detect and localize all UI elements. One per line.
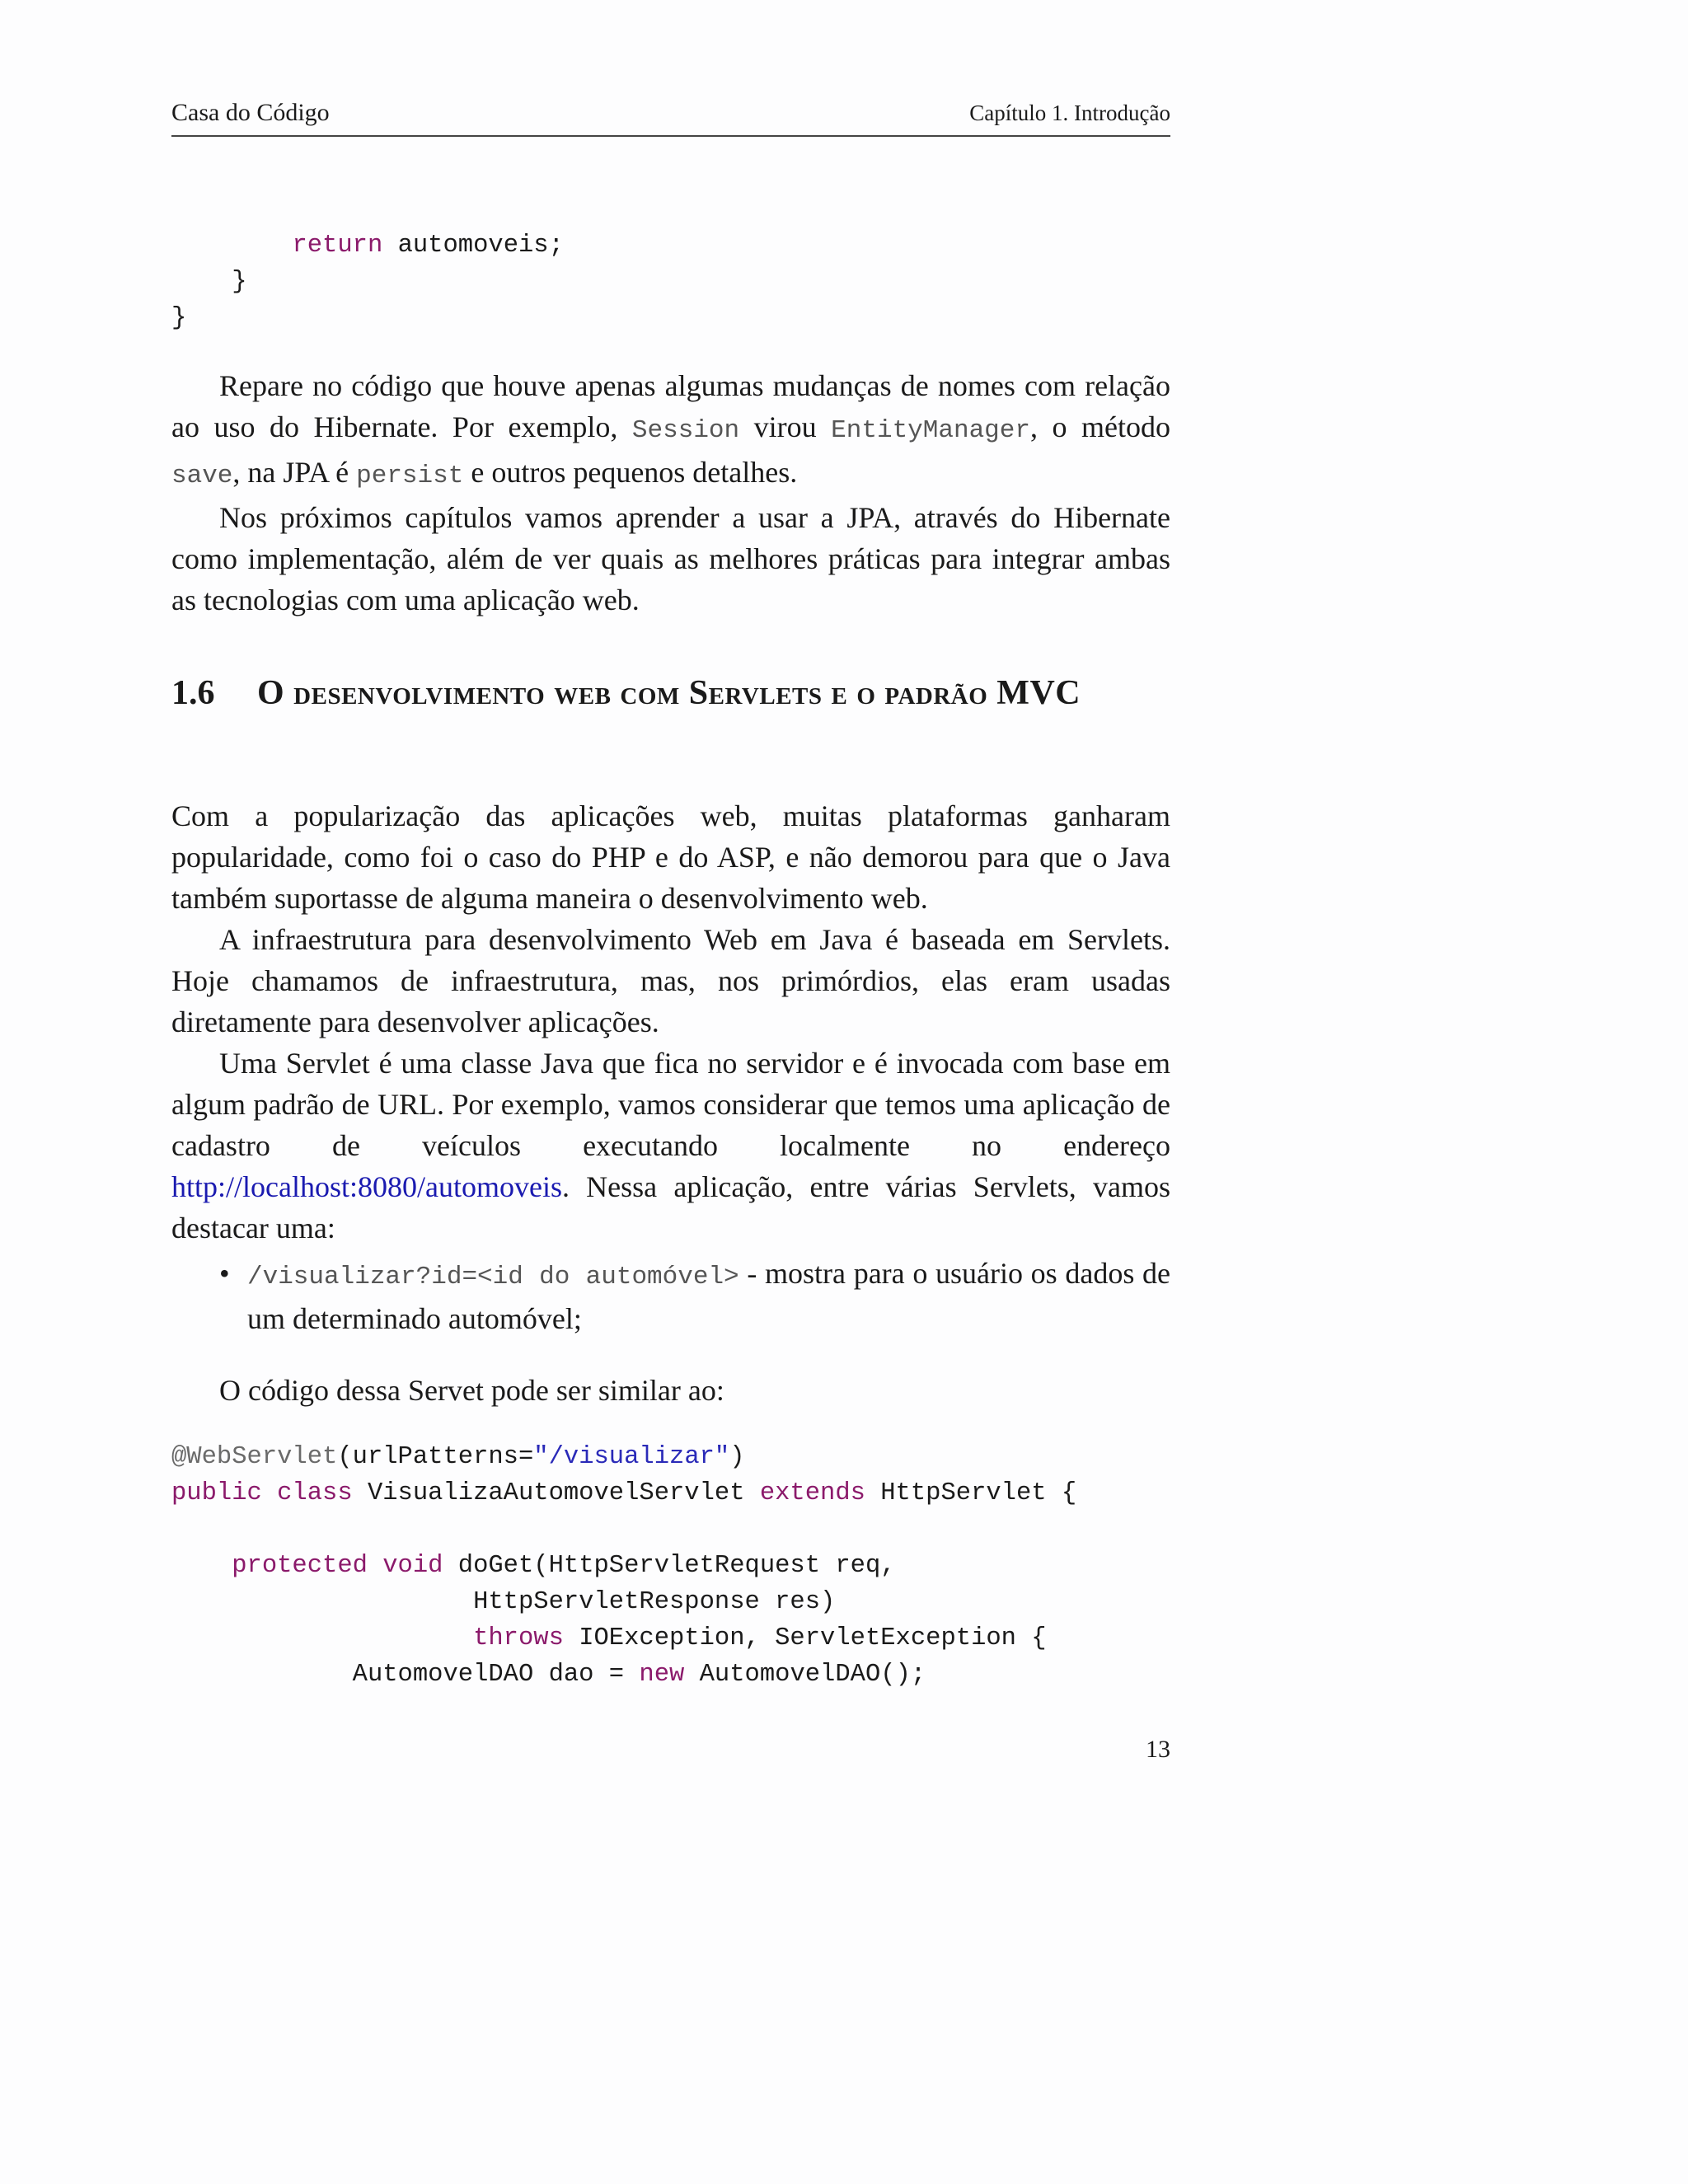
running-header bbox=[171, 99, 1170, 137]
code-keyword: public class bbox=[171, 1479, 353, 1507]
inline-code-persist: persist bbox=[356, 462, 464, 490]
text-section-servlets bbox=[171, 795, 1170, 1249]
section-number: 1.6 bbox=[171, 674, 215, 712]
paragraph-infrastructure: A infraestrutura para desenvolvimento Web em Java é baseada em Servlets. Hoje chamamos de infraestrutura, mas, nos primórdios, elas eram usadas diretamente para desenvolver aplicações. bbox=[171, 923, 1170, 1038]
paragraph-servlet-definition: Uma Servlet é uma classe Java que fica no servidor e é invocada com base em algum padrão de URL. Por exemplo, vamos considerar que temos uma aplicação de cadastro de veículos executando localmente no endereço http://localhost:8080/automoveis. Nessa aplicação, entre várias Servlets, vamos destacar uma: bbox=[171, 1047, 1170, 1244]
chapter-title: Capítulo 1. Introdução bbox=[969, 101, 1170, 125]
section-title: O desenvolvimento web com Servlets e o padrão MVC bbox=[257, 674, 1081, 712]
code-block-servlet: @WebServlet(urlPatterns="/visualizar") public class VisualizaAutomovelServlet extends HttpServlet { protected void doGet(HttpServletRequest req, HttpServletResponse res) throws IOException, ServletException { AutomovelDAO dao = new AutomovelDAO(); bbox=[171, 1443, 1077, 1689]
paragraph-code-similar: O código dessa Servet pode ser similar ao: bbox=[219, 1374, 724, 1407]
text-code-intro bbox=[171, 1370, 1170, 1411]
inline-code-session: Session bbox=[631, 416, 740, 445]
inline-code-entitymanager: EntityManager bbox=[831, 416, 1030, 445]
code-block-return bbox=[171, 227, 564, 336]
paragraph-popularization: Com a popularização das aplicações web, muitas plataformas ganharam popularidade, como foi o caso do PHP e do ASP, e não demorou para que o Java também suportasse de alguma maneira o desenvolvimento web. bbox=[171, 799, 1170, 915]
code-string: "/visualizar" bbox=[533, 1443, 730, 1471]
page-number: 13 bbox=[1146, 1736, 1170, 1763]
code-keyword: protected void bbox=[232, 1552, 443, 1580]
text-section-intro bbox=[171, 365, 1170, 621]
code-annotation: @WebServlet bbox=[171, 1443, 338, 1471]
code-keyword-return: return bbox=[292, 232, 383, 260]
code-keyword: throws bbox=[473, 1624, 564, 1652]
inline-code-visualizar: /visualizar?id=<id do automóvel> bbox=[247, 1263, 739, 1291]
paragraph-hibernate-changes: Repare no código que houve apenas algumas mudanças de nomes com relação ao uso do Hibernate. Por exemplo, Session virou EntityManager, o método save, na JPA é persist e outros pequenos detalhes. bbox=[171, 369, 1170, 490]
code-closing-brace: } bbox=[232, 268, 247, 296]
inline-code-save: save bbox=[171, 462, 233, 490]
list-item: • /visualizar?id=<id do automóvel> - mostra para o usuário os dados de um determinado automóvel; bbox=[171, 1253, 1170, 1339]
publisher-name: Casa do Código bbox=[171, 99, 330, 126]
paragraph-next-chapters: Nos próximos capítulos vamos aprender a usar a JPA, através do Hibernate como implementação, além de ver quais as melhores práticas para integrar ambas as tecnologias com uma aplicação web. bbox=[171, 501, 1170, 616]
servlet-list bbox=[171, 1253, 1170, 1339]
code-keyword: extends bbox=[759, 1479, 865, 1507]
bullet-icon: • bbox=[219, 1257, 230, 1290]
localhost-link[interactable]: http://localhost:8080/automoveis bbox=[171, 1170, 562, 1203]
code-text: automoveis; bbox=[382, 232, 564, 260]
code-closing-brace: } bbox=[171, 304, 187, 332]
code-keyword: new bbox=[639, 1661, 685, 1689]
